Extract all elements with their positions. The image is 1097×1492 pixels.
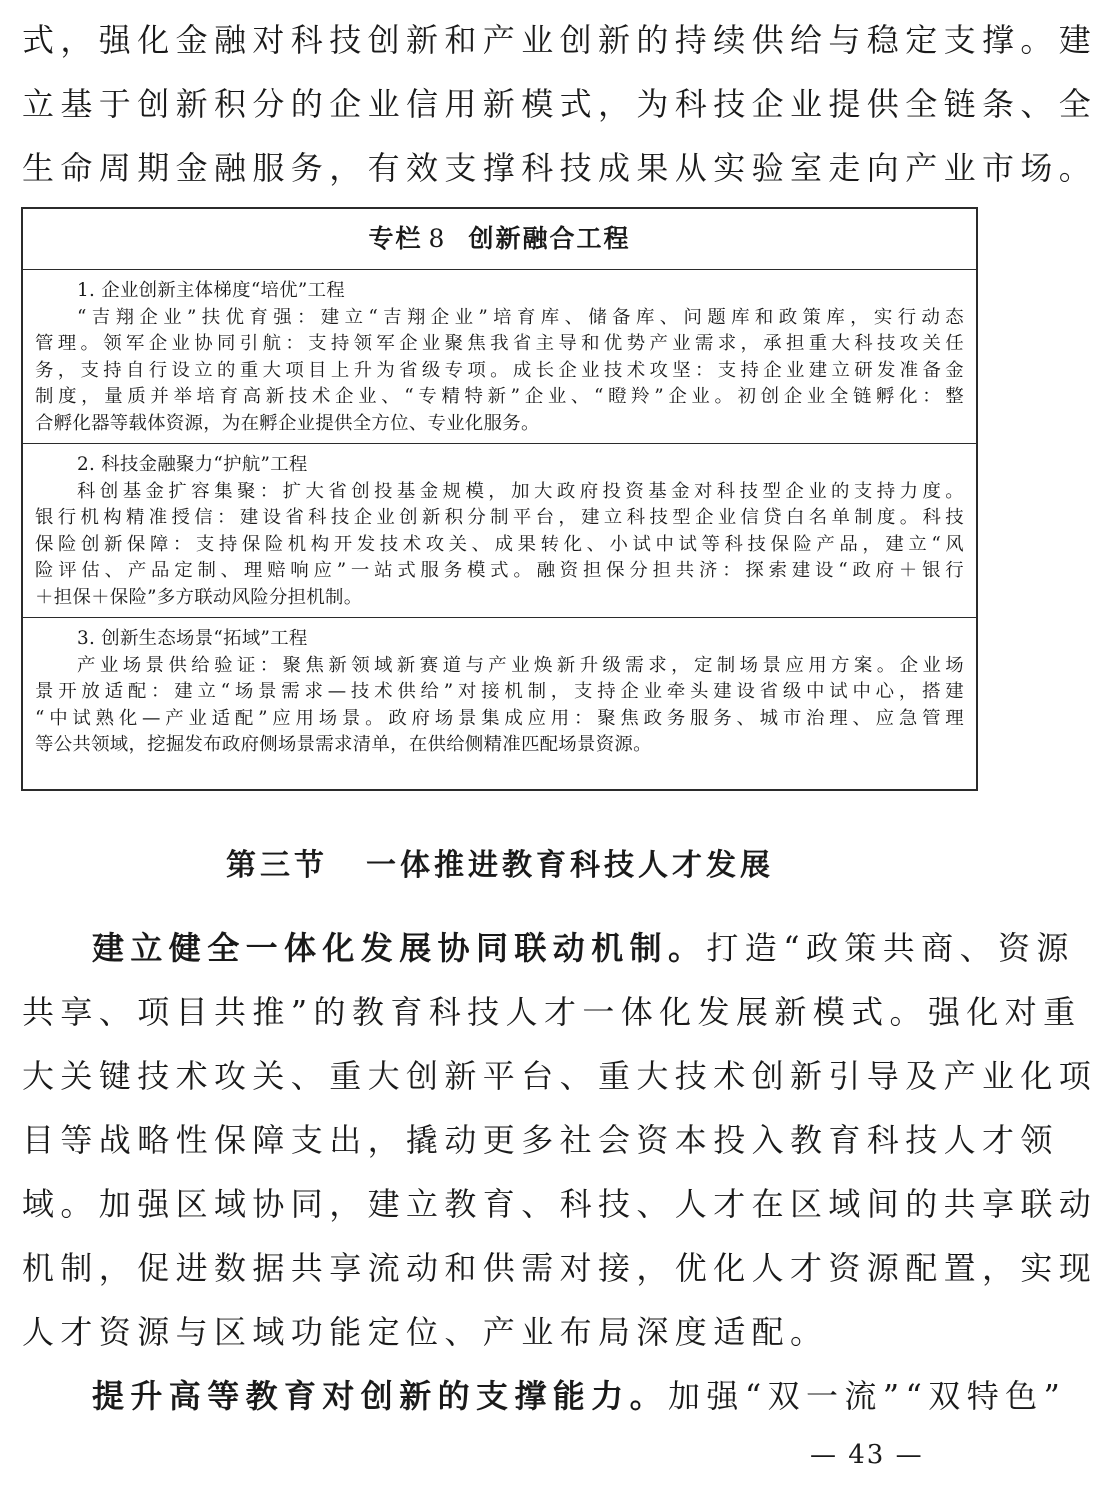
page-number: — 43 — bbox=[810, 1440, 924, 1470]
paragraph-first-line-rest: 加强“双一流”“双特色” bbox=[668, 1377, 1067, 1415]
section-heading: 3. 创新生态场景“拓域”工程 bbox=[77, 628, 308, 649]
section-heading: 1. 企业创新主体梯度“培优”工程 bbox=[77, 280, 345, 301]
text-line: 制度，量质并举培育高新技术企业、“专精特新”企业、“瞪羚”企业。初创企业全链孵化：整 bbox=[35, 386, 964, 407]
text-line: “中试熟化—产业适配”应用场景。政府场景集成应用：聚焦政务服务、城市治理、应急管理 bbox=[35, 707, 964, 729]
text-line: ＋担保＋保险”多方联动风险分担机制。 bbox=[35, 586, 363, 608]
column-section-3 bbox=[23, 618, 976, 765]
section-heading bbox=[0, 840, 1000, 884]
text-line: 机制，促进数据共享流动和供需对接，优化人才资源配置，实现 bbox=[22, 1249, 1097, 1287]
text-line: 产业场景供给验证：聚焦新领域新赛道与产业焕新升级需求，定制场景应用方案。企业场 bbox=[77, 654, 964, 676]
text-line: 合孵化器等载体资源，为在孵企业提供全方位、专业化服务。 bbox=[35, 412, 540, 434]
text-line: 险评估、产品定制、理赔响应”一站式服务模式。融资担保分担共济：探索建设“政府＋银行 bbox=[35, 560, 964, 581]
column-number: 8 bbox=[428, 224, 447, 253]
column-label: 专栏 bbox=[368, 224, 423, 253]
section-heading: 2. 科技金融聚力“护航”工程 bbox=[77, 454, 308, 475]
text-line: 务，支持自行设立的重大项目上升为省级专项。成长企业技术攻坚：支持企业建立研发准备金 bbox=[35, 359, 964, 381]
text-line: 共享、项目共推”的教育科技人才一体化发展新模式。强化对重 bbox=[22, 993, 1082, 1031]
text-line: 生命周期金融服务，有效支撑科技成果从实验室走向产业市场。 bbox=[22, 149, 1097, 187]
text-line: 大关键技术攻关、重大创新平台、重大技术创新引导及产业化项 bbox=[22, 1057, 1097, 1095]
paragraph-lead: 建立健全一体化发展协同联动机制。 bbox=[92, 929, 707, 967]
text-line: 管理。领军企业协同引航：支持领军企业聚焦我省主导和优势产业需求，承担重大科技攻关任 bbox=[35, 333, 964, 354]
text-line: 目等战略性保障支出，撬动更多社会资本投入教育科技人才领 bbox=[22, 1121, 1059, 1159]
text-line bbox=[22, 1364, 1067, 1428]
section-label: 第三节 bbox=[226, 848, 328, 883]
column-section-2 bbox=[23, 444, 976, 618]
top-paragraph bbox=[22, 8, 1097, 200]
text-line: 人才资源与区域功能定位、产业布局深度适配。 bbox=[22, 1313, 829, 1351]
text-line: 景开放适配：建立“场景需求—技术供给”对接机制，支持企业牵头建设省级中试中心，搭建 bbox=[35, 681, 964, 702]
column-box bbox=[21, 207, 978, 791]
column-title-text: 创新融合工程 bbox=[468, 224, 631, 253]
section-title-text: 一体推进教育科技人才发展 bbox=[366, 848, 774, 883]
text-line: 保险创新保障：支持保险机构开发技术攻关、成果转化、小试中试等科技保险产品，建立“风 bbox=[35, 533, 964, 555]
paragraph-collaboration bbox=[22, 916, 1097, 1364]
text-line: 域。加强区域协同，建立教育、科技、人才在区域间的共享联动 bbox=[22, 1185, 1097, 1223]
text-line: 银行机构精准授信：建设省科技企业创新积分制平台，建立科技型企业信贷白名单制度。科技 bbox=[35, 507, 964, 528]
column-section-1 bbox=[23, 270, 976, 444]
text-line: 等公共领域，挖掘发布政府侧场景需求清单，在供给侧精准匹配场景资源。 bbox=[35, 734, 652, 755]
paragraph-first-line-rest: 打造“政策共商、资源 bbox=[706, 929, 1075, 967]
column-box-title bbox=[23, 209, 976, 270]
text-line: 立基于创新积分的企业信用新模式，为科技企业提供全链条、全 bbox=[22, 85, 1097, 123]
paragraph-higher-education bbox=[22, 1364, 1067, 1428]
text-line: 科创基金扩容集聚：扩大省创投基金规模，加大政府投资基金对科技型企业的支持力度。 bbox=[77, 480, 964, 502]
text-line: 式，强化金融对科技创新和产业创新的持续供给与稳定支撑。建 bbox=[22, 21, 1097, 59]
paragraph-lead: 提升高等教育对创新的支撑能力。 bbox=[92, 1377, 669, 1415]
text-line bbox=[22, 916, 1075, 980]
text-line: “吉翔企业”扶优育强：建立“吉翔企业”培育库、储备库、问题库和政策库，实行动态 bbox=[77, 306, 964, 328]
